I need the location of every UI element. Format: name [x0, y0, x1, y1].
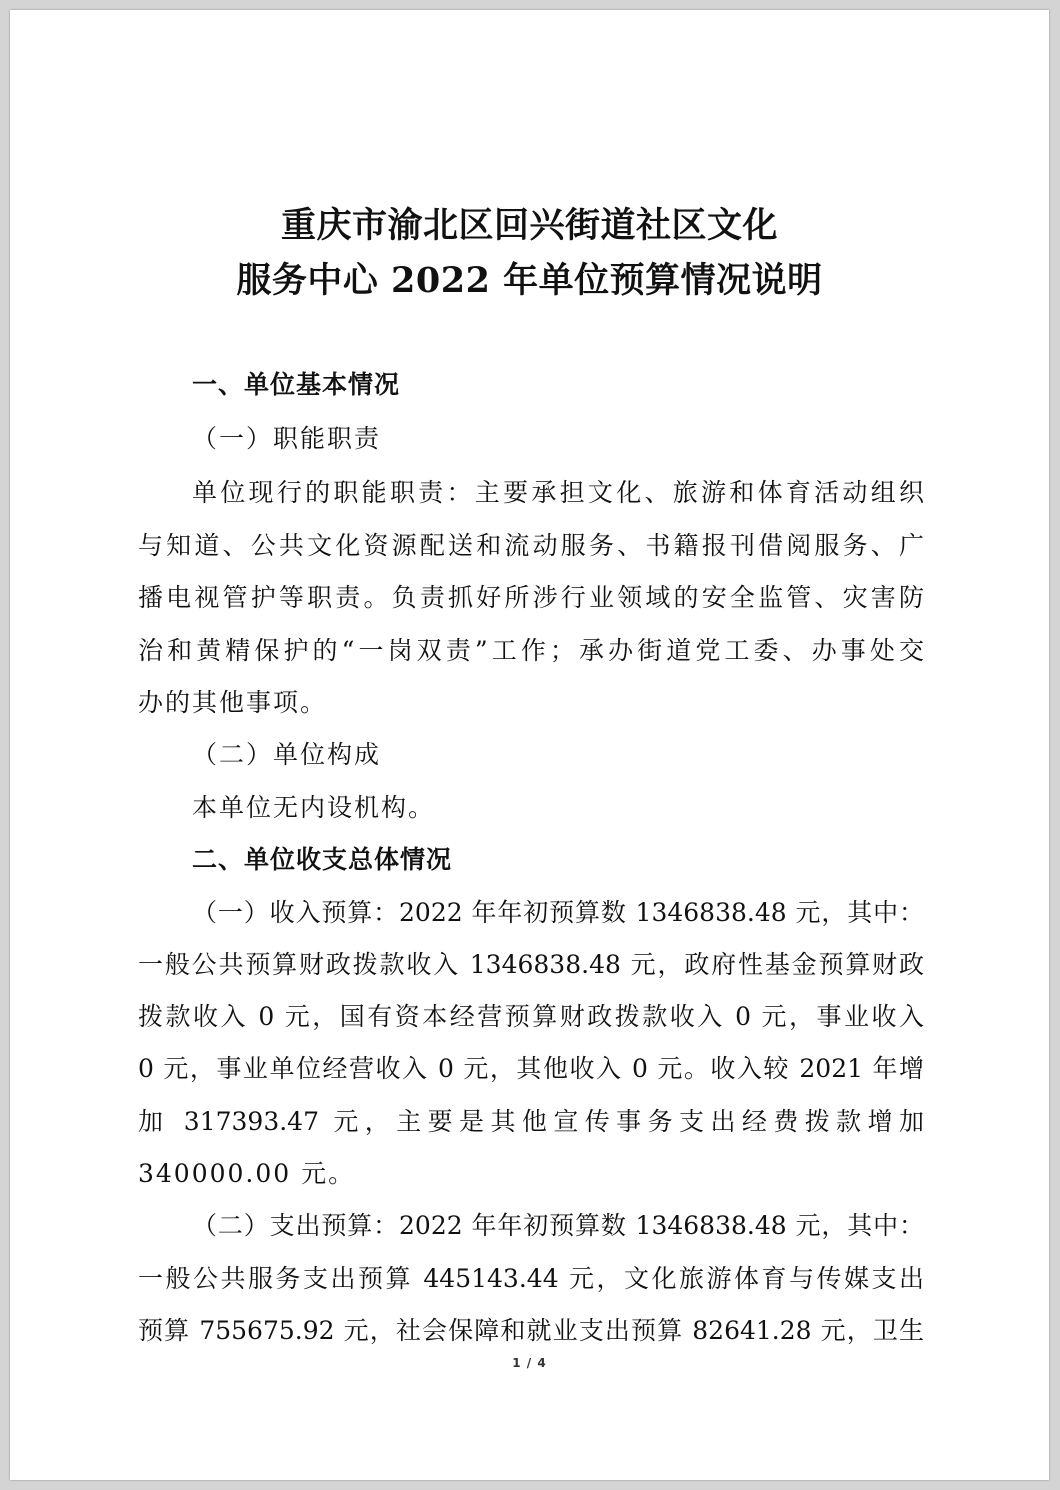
- section-heading-overall: 二、单位收支总体情况: [192, 845, 453, 874]
- paragraph-line: 播电视管护等职责。负责抓好所涉行业领域的安全监管、灾害防: [138, 583, 924, 612]
- paragraph-line: 治和黄精保护的“一岗双责”工作；承办街道党工委、办事处交: [138, 636, 924, 665]
- paragraph-line: 加 317393.47 元，主要是其他宣传事务支出经费拨款增加: [138, 1107, 924, 1136]
- paragraph-line: 一般公共服务支出预算 445143.44 元，文化旅游体育与传媒支出: [138, 1264, 924, 1293]
- section-heading-basic-info: 一、单位基本情况: [192, 370, 401, 399]
- paragraph-line: （二）支出预算：2022 年年初预算数 1346838.48 元，其中：: [192, 1211, 924, 1240]
- paragraph-line: 办的其他事项。: [138, 688, 328, 717]
- paragraph-line: 预算 755675.92 元，社会保障和就业支出预算 82641.28 元，卫生: [138, 1316, 924, 1345]
- page-number: 1 / 4: [512, 1356, 547, 1370]
- paragraph-line: 0 元，事业单位经营收入 0 元，其他收入 0 元。收入较 2021 年增: [138, 1054, 924, 1083]
- subsection-heading-composition: （二）单位构成: [192, 740, 382, 769]
- document-page: [10, 10, 1049, 1480]
- paragraph-line: （一）收入预算：2022 年年初预算数 1346838.48 元，其中：: [192, 898, 924, 927]
- paragraph-line: 拨款收入 0 元，国有资本经营预算财政拨款收入 0 元，事业收入: [138, 1002, 924, 1031]
- paragraph-line: 本单位无内设机构。: [192, 793, 436, 822]
- paragraph-line: 与知道、公共文化资源配送和流动服务、书籍报刊借阅服务、广: [138, 531, 924, 560]
- paragraph-line: 一般公共预算财政拨款收入 1346838.48 元，政府性基金预算财政: [138, 950, 924, 979]
- paragraph-line: 340000.00 元。: [138, 1159, 356, 1188]
- subsection-heading-duties: （一）职能职责: [192, 424, 382, 453]
- paragraph-line: 单位现行的职能职责：主要承担文化、旅游和体育活动组织: [192, 478, 924, 507]
- document-title-line-1: 重庆市渝北区回兴街道社区文化: [280, 205, 778, 246]
- document-title-line-2: 服务中心 2022 年单位预算情况说明: [236, 260, 823, 301]
